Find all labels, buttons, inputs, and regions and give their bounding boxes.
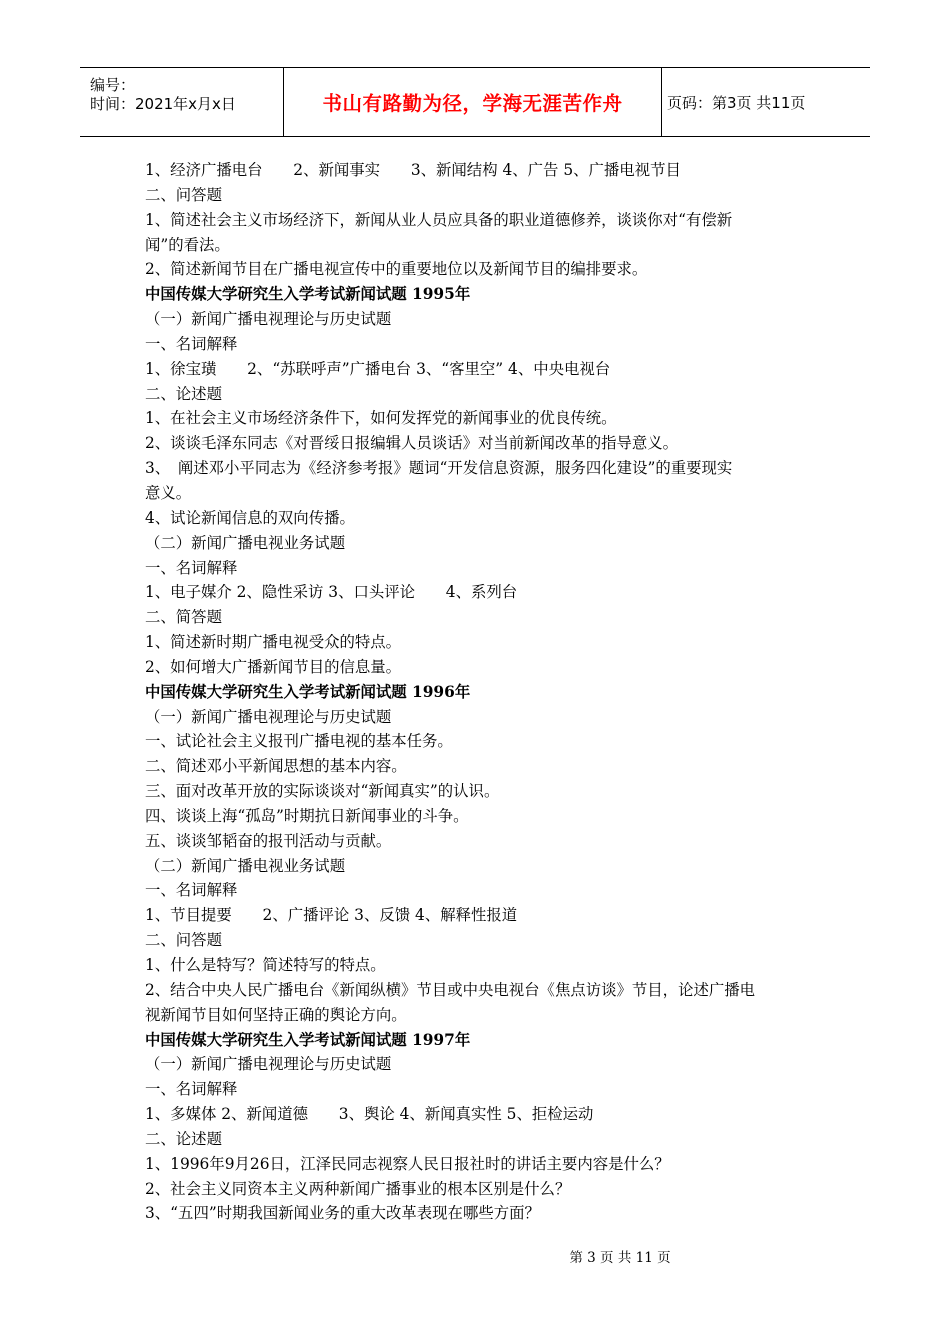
text-line: 1、电子媒介 2、隐性采访 3、口头评论 4、系列台 [145, 583, 518, 602]
text-line: 2、社会主义同资本主义两种新闻广播事业的根本区别是什么？ [145, 1179, 571, 1198]
text-line: 1、在社会主义市场经济条件下，如何发挥党的新闻事业的优良传统。 [145, 409, 617, 428]
text-line: 二、问答题 [145, 931, 222, 950]
text-line: 三、面对改革开放的实际谈谈对“新闻真实”的认识。 [145, 782, 500, 801]
text-line: 1、1996年9月26日，江泽民同志视察人民日报社时的讲话主要内容是什么？ [145, 1154, 670, 1173]
text-line: 二、论述题 [145, 1129, 222, 1148]
text-line: 闻”的看法。 [145, 235, 230, 254]
text-line: （一）新闻广播电视理论与历史试题 [145, 310, 392, 329]
text-line: 1、什么是特写？简述特写的特点。 [145, 956, 386, 974]
page-footer [0, 1246, 950, 1266]
page-header [80, 67, 870, 137]
header-motto-cell [283, 68, 662, 136]
text-line: 二、简答题 [145, 608, 222, 627]
text-line: 二、问答题 [145, 185, 222, 204]
text-line: 3、 阐述邓小平同志为《经济参考报》题词“开发信息资源，服务四化建设”的重要现实 [145, 459, 733, 478]
text-line: 2、如何增大广播新闻节目的信息量。 [145, 657, 402, 676]
text-line: 1、简述社会主义市场经济下，新闻从业人员应具备的职业道德修养，谈谈你对“有偿新 [145, 210, 733, 229]
text-line: 1、简述新时期广播电视受众的特点。 [145, 633, 402, 652]
text-line: （二）新闻广播电视业务试题 [145, 856, 346, 875]
text-line: 一、名词解释 [145, 558, 238, 577]
text-line: 4、试论新闻信息的双向传播。 [145, 508, 355, 527]
text-line: 一、名词解释 [145, 881, 238, 900]
header-page-cell [661, 68, 870, 136]
text-line: 2、结合中央人民广播电台《新闻纵横》节目或中央电视台《焦点访谈》节目，论述广播电 [145, 980, 756, 999]
document-number-label: 编号： [90, 76, 136, 94]
text-line: 二、论述题 [145, 384, 222, 403]
text-line: 五、谈谈邹韬奋的报刊活动与贡献。 [145, 831, 392, 850]
text-line: 2、简述新闻节目在广播电视宣传中的重要地位以及新闻节目的编排要求。 [145, 260, 648, 279]
text-line: 视新闻节目如何坚持正确的舆论方向。 [145, 1005, 407, 1024]
section-heading: 中国传媒大学研究生入学考试新闻试题 1996年 [145, 682, 471, 701]
text-line: 1、经济广播电台 2、新闻事实 3、新闻结构 4、广告 5、广播电视节目 [145, 161, 681, 179]
section-heading: 中国传媒大学研究生入学考试新闻试题 1997年 [145, 1030, 471, 1049]
text-line: （二）新闻广播电视业务试题 [145, 533, 346, 552]
motto-text: 书山有路勤为径，学海无涯苦作舟 [322, 92, 623, 115]
text-line: 二、简述邓小平新闻思想的基本内容。 [145, 757, 407, 776]
header-page-number: 页码：第3页 共11页 [667, 93, 806, 112]
header-info-cell [80, 68, 283, 136]
text-line: 一、名词解释 [145, 334, 238, 353]
document-body [145, 158, 815, 1226]
text-line: 一、名词解释 [145, 1080, 238, 1099]
text-line: 四、谈谈上海“孤岛”时期抗日新闻事业的斗争。 [145, 806, 469, 825]
text-line: 意义。 [145, 483, 192, 502]
text-line: 1、徐宝璜 2、“苏联呼声”广播电台 3、“客里空” 4、中央电视台 [145, 359, 611, 378]
text-line: 3、“五四”时期我国新闻业务的重大改革表现在哪些方面？ [145, 1204, 540, 1223]
text-line: （一）新闻广播电视理论与历史试题 [145, 1055, 392, 1074]
text-line: 1、节目提要 2、广播评论 3、反馈 4、解释性报道 [145, 906, 518, 925]
text-line: （一）新闻广播电视理论与历史试题 [145, 707, 392, 726]
text-line: 一、试论社会主义报刊广播电视的基本任务。 [145, 732, 453, 751]
text-line: 1、多媒体 2、新闻道德 3、舆论 4、新闻真实性 5、拒检运动 [145, 1105, 594, 1124]
footer-page-number: 第 3 页 共 11 页 [569, 1250, 671, 1266]
section-heading: 中国传媒大学研究生入学考试新闻试题 1995年 [145, 285, 471, 304]
text-line: 2、谈谈毛泽东同志《对晋绥日报编辑人员谈话》对当前新闻改革的指导意义。 [145, 434, 679, 453]
document-date-label: 时间：2021年x月x日 [90, 95, 236, 113]
